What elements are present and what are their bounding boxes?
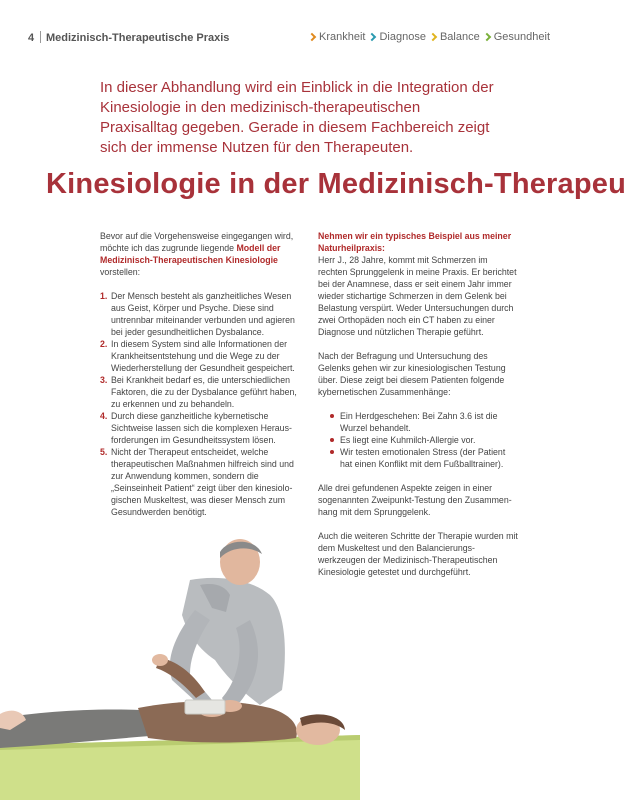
list-item — [100, 338, 300, 374]
model-intro — [100, 230, 300, 278]
list-text: Bei Krankheit bedarf es, die unterschiedlichen Faktoren, die zu der Dysbalance geführt haben, zu erkennen und zu behandeln. — [111, 375, 297, 409]
section-title: Medizinisch-Therapeutische Praxis — [46, 32, 230, 44]
bullet-text: Es liegt eine Kuhmilch-Allergie vor. — [340, 435, 476, 445]
breadcrumb — [305, 31, 550, 43]
list-item — [100, 290, 300, 338]
case-paragraph: Herr J., 28 Jahre, kommt mit Schmerzen im rechten Sprunggelenk in meine Praxis. Er berichtet bei der Anamnese, dass er seit einem Jahr immer wieder stichartige Schmerzen in dem Gelenk bei Belastung verspürt. Weder Untersuchungen durch zwei Orthopäden noch ein CT haben zu einer Diagnose und nützlichen Therapie geführt. — [318, 255, 517, 337]
breadcrumb-label: Diagnose — [379, 31, 426, 43]
list-item — [100, 410, 300, 446]
model-intro-tail: vorstellen: — [100, 267, 141, 277]
chevron-right-icon — [308, 33, 316, 41]
aspects-paragraph: Alle drei gefundenen Aspekte zeigen in einer sogenannten Zweipunkt-Testung den Zusammenhang mit dem Sprunggelenk. — [318, 483, 512, 517]
list-number: 5. — [100, 447, 108, 457]
bullet-text: Ein Herdgeschehen: Bei Zahn 3.6 ist die Wurzel behandelt. — [340, 411, 498, 433]
intro-paragraph: In dieser Abhandlung wird ein Einblick in die Integration der Kinesiologie in den medizinisch-therapeutischen Praxisalltag gegeben. Gerade in diesem Fachbereich zeigt sich der immense Nutzen für den Therapeuten. — [100, 79, 494, 156]
list-item — [330, 434, 518, 446]
model-intro-text: Bevor auf die Vorgehensweise eingegangen wird, möchte ich das zugrunde liegende — [100, 231, 294, 253]
breadcrumb-item-gesundheit — [484, 31, 550, 43]
list-number: 1. — [100, 291, 108, 301]
breadcrumb-label: Balance — [439, 31, 480, 43]
chevron-right-icon — [429, 33, 437, 41]
bullet-icon — [330, 438, 334, 442]
list-item — [100, 446, 300, 518]
page-number: 4 — [28, 32, 35, 44]
therapy-photo — [0, 540, 360, 800]
example-heading: Nehmen wir ein typisches Beispiel aus meiner Naturheilpraxis: — [318, 231, 512, 253]
model-name-highlight: Modell der Medizinisch-Therapeutischen Kinesiologie — [100, 243, 281, 265]
chevron-right-icon — [482, 33, 490, 41]
list-text: Der Mensch besteht als ganzheitliches Wesen aus Geist, Körper und Psyche. Diese sind untrennbar miteinander verbunden und agieren bei jeder gesundheitlichen Dysbalance. — [111, 291, 295, 337]
chevron-right-icon — [368, 33, 376, 41]
breadcrumb-item-balance — [430, 31, 480, 43]
testing-paragraph: Nach der Befragung und Untersuchung des Gelenks gehen wir zur kinesiologischen Testung über. Diese zeigt bei diesem Patienten folgende kybernetischen Zusammenhänge: — [318, 351, 506, 397]
breadcrumb-item-diagnose — [369, 31, 425, 43]
page-title: Kinesiologie in der Medizinisch-Therapeu — [46, 168, 626, 200]
breadcrumb-item-krankheit — [309, 31, 365, 43]
test-object — [185, 700, 225, 714]
model-list — [100, 290, 300, 518]
list-item — [330, 410, 518, 434]
list-text: Durch diese ganzheitliche kybernetische Sichtweise lassen sich die komplexen Herausforderungen im Gesundheitssystem lösen. — [111, 411, 292, 445]
list-number: 2. — [100, 339, 108, 349]
breadcrumb-label: Gesundheit — [493, 31, 550, 43]
findings-list — [318, 410, 518, 470]
right-column — [318, 230, 518, 590]
list-item — [100, 374, 300, 410]
list-number: 4. — [100, 411, 108, 421]
further-steps-paragraph: Auch die weiteren Schritte der Therapie wurden mit dem Muskeltest und den Balancierungswerkzeugen der Medizinisch-Therapeutischen Kinesiologie getestet und durchgeführt. — [318, 531, 518, 577]
list-text: In diesem System sind alle Informationen der Krankheitsentstehung und die Wege zu der Wiederherstellung der Gesundheit gespeichert. — [111, 339, 295, 373]
header-divider — [40, 31, 41, 43]
list-item — [330, 446, 518, 470]
page-header — [0, 0, 568, 44]
list-number: 3. — [100, 375, 108, 385]
practitioner-arm — [170, 610, 212, 710]
bullet-icon — [330, 450, 334, 454]
left-column — [100, 230, 300, 518]
bullet-icon — [330, 414, 334, 418]
breadcrumb-label: Krankheit — [319, 31, 366, 43]
bullet-text: Wir testen emotionalen Stress (der Patient hat einen Konflikt mit dem Fußballtrainer). — [340, 447, 506, 469]
list-text: Nicht der Therapeut entscheidet, welche therapeutischen Maßnahmen hilfreich sind und zur Anwendung kommen, sondern die „Seinseinheit Patient“ zeigt über den kinesiologischen Muskeltest, was dieser Mensch zum Gesundwerden benötigt. — [111, 447, 294, 517]
